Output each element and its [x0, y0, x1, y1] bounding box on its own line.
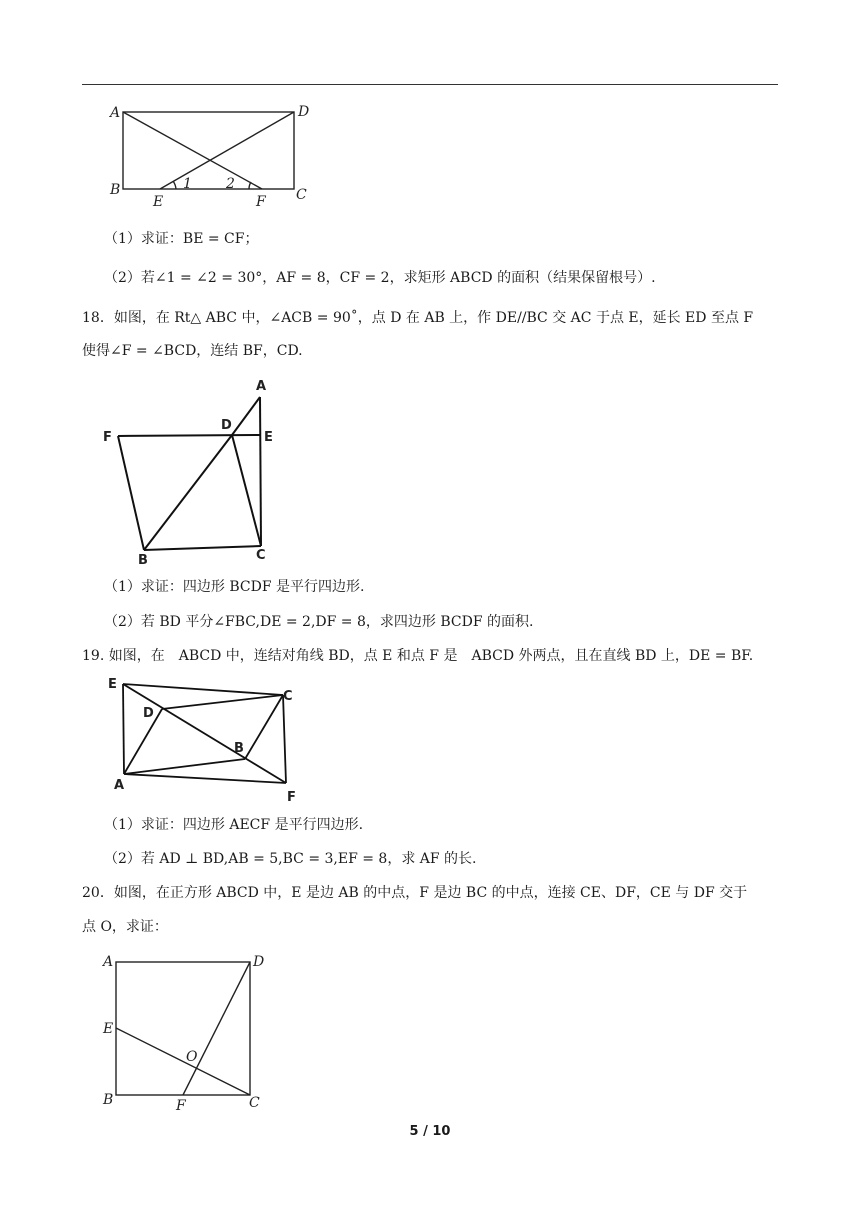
square-abcd [116, 962, 250, 1095]
q17-part2: （2）若∠1 = ∠2 = 30°，AF = 8，CF = 2，求矩形 ABCD 的面积（结果保留根号）. [104, 270, 656, 286]
label-c: C [256, 548, 266, 563]
label-e: E [108, 677, 117, 692]
q18-stem-line1: 18．如图，在 Rt△ ABC 中，∠ACB = 90˚，点 D 在 AB 上，作 DE//BC 交 AC 于点 E，延长 ED 至点 F [82, 310, 754, 326]
label-d: D [298, 104, 310, 120]
label-c: C [296, 187, 307, 203]
label-o: O [186, 1049, 198, 1065]
label-d: D [253, 954, 265, 970]
label-c: C [249, 1095, 260, 1111]
q19-stem-line1: 19. 如图，在 ABCD 中，连结对角线 BD，点 E 和点 F 是 ABCD 外两点，且在直线 BD 上，DE = BF. [82, 648, 754, 664]
label-b: B [138, 553, 148, 568]
label-e: E [103, 1021, 114, 1037]
label-f: F [103, 430, 112, 445]
label-e: E [264, 430, 273, 445]
label-b: B [103, 1092, 114, 1108]
page-number: 5 / 10 [409, 1124, 451, 1139]
q20-stem-line2: 点 O，求证： [82, 919, 168, 935]
q18-part2: （2）若 BD 平分∠FBC,DE = 2,DF = 8，求四边形 BCDF 的面积. [104, 614, 534, 630]
q19-part2: （2）若 AD ⊥ BD,AB = 5,BC = 3,EF = 8，求 AF 的长. [104, 851, 477, 867]
q18-part1: （1）求证：四边形 BCDF 是平行四边形. [104, 579, 365, 595]
label-a: A [114, 778, 125, 793]
label-c: C [283, 689, 293, 704]
q18-stem-line2: 使得∠F = ∠BCD，连结 BF，CD. [82, 343, 303, 359]
q19-part1: （1）求证：四边形 AECF 是平行四边形. [104, 817, 364, 833]
segment-df [183, 962, 250, 1095]
label-a: A [110, 105, 121, 121]
angle-1-label: 1 [183, 176, 192, 192]
angle-2-label: 2 [226, 176, 235, 192]
q20-stem-line1: 20．如图，在正方形 ABCD 中，E 是边 AB 的中点，F 是边 BC 的中点，连接 CE、DF，CE 与 DF 交于 [82, 885, 748, 901]
label-b: B [110, 182, 121, 198]
label-f: F [287, 790, 296, 805]
label-f: F [256, 194, 266, 210]
label-b: B [234, 741, 244, 756]
label-f: F [176, 1098, 186, 1114]
label-a: A [256, 379, 267, 394]
label-d: D [221, 418, 232, 433]
label-a: A [103, 954, 114, 970]
segment-ec [116, 1028, 250, 1095]
q17-part1: （1）求证：BE = CF； [104, 231, 259, 247]
label-d: D [143, 706, 154, 721]
label-e: E [153, 194, 164, 210]
